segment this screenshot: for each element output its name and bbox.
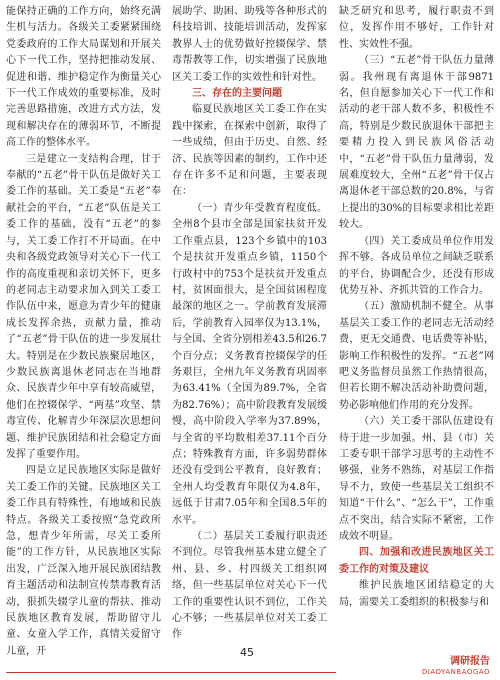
paragraph: 临夏民族地区关工委工作在实践中探索，在探索中创新，取得了一些成绩，但由于历史、自然、经济、民族等因素的制约，工作中还存在许多不足和问题，主要表现在： — [172, 104, 327, 198]
section-heading-text: 四、加强和改进民族地区关工委工作的对策及建议 — [339, 547, 494, 575]
magazine-brand — [422, 656, 490, 677]
paragraph: 缺乏研究和思考，履行职责不到位，发挥作用不够好，工作针对性、实效性不强。 — [339, 6, 494, 50]
page-number: 45 — [240, 646, 254, 659]
footer-rule — [6, 672, 336, 673]
paragraph: 四是立足民族地区实际是做好关工委工作的关键。民族地区关工委工作具有特殊性，有地域和民族特点。各级关工委按照“急党政所急，想青少年所需，尽关工委所能”的工作方针，从民族地区实际出发，广泛深入地开展民族团结教育主题活动和法制宣传禁毒教育活动，狠抓失辍学儿童的帮扶、推动民族地区教育发展，帮助留守儿童、女童入学工作，真情关爱留守儿童，开 — [6, 465, 161, 657]
paragraph: 能保持正确的工作方向，始终充满生机与活力。各级关工委紧紧围绕党委政府的工作大局谋划和开展关心下一代工作，坚持把推动发展、促进和谐、维护稳定作为衡量关心下一代工作成效的重要标准，及时完善思路措施，改进方式方法，发现和解决存在的薄弱环节，不断提高工作的整体水平。 — [6, 6, 161, 149]
paragraph: 维护民族地区团结稳定的大局，需要关工委组织的积极参与和 — [339, 580, 494, 608]
paragraph: 展助学、助困、助残等各种形式的科技培训、技能培训活动，发挥家教界人士的优势做好控辍保学、禁毒帮教等工作，切实增强了民族地区关工委工作的实效性和针对性。 — [172, 6, 327, 83]
text-column-1 — [6, 4, 161, 657]
paragraph: （四）关工委成员单位作用发挥不够。各成员单位之间缺乏联系的平台，协调配合少，还没有形成优势互补、齐抓共管的工作合力。 — [339, 235, 494, 296]
brand-subtitle: DIAOYANBAOGAO — [421, 668, 490, 676]
brand-title: 调研报告 — [450, 656, 490, 667]
paragraph: （六）关工委干部队伍建设有待于进一步加强。州、县（市）关工委专职干部学习思考的主动性不够强，业务不熟练，对基层工作指导不力，致使一些基层关工组织不知道“干什么”、“怎么干”，工作重点不突出，结合实际不紧密，工作成效不明显。 — [339, 416, 494, 542]
section-heading-3 — [172, 86, 327, 102]
paragraph: 三是建立一支结构合理，甘于奉献的“五老”骨干队伍是做好关工委工作的基础。关工委是“五老”奉献社会的平台，“五老”队伍是关工委工作的基础，没有“五老”的参与，关工委工作打不开局面。在中央和各级党政领导对关心下一代工作的高度重视和亲切关怀下，更多的老同志主动要求加入到关工委工作队伍中来，愿意为青少年的健康成长发挥余热，贡献力量，推动了“五老”骨干队伍的进一步发展壮大。特别是在少数民族聚居地区，少数民族离退休老同志在当地群众、民族青少年中享有较高威望，他们在控辍保学、“两基”攻坚、禁毒宣传、化解青少年深层次思想问题、维护民族团结和社会稳定方面发挥了重要作用。 — [6, 153, 161, 460]
section-heading-4 — [339, 545, 494, 578]
text-column-2 — [172, 4, 327, 641]
paragraph: （一）青少年受教育程度低。全州8个县市全部是国家扶贫开发工作重点县，123个乡镇中的103个是扶贫开发重点乡镇，1150个行政村中的753个是扶贫开发重点村，贫困面很大，是全国贫困程度最深的地区之一。学前教育发展滞后，学前教育入园率仅为13.1%，与全国、全省分别相差43.5和26.7个百分点；义务教育控辍保学的任务艰巨，全州九年义务教育巩固率为63.41%（全国为89.7%，全省为82.76%）；高中阶段教育发展缓慢，高中阶段入学率为37.89%，与全省的平均数相差37.11个百分点；特殊教育方面，许多弱势群体还没有受到公平教育，良好教育；全州人均受教育年限仅为4.8年，远低于甘肃7.05年和全国8.5年的水平。 — [172, 202, 327, 526]
paragraph: （五）激励机制不健全。从事基层关工委工作的老同志无活动经费，更无交通费、电话费等补贴，影响工作积极性的发挥。“五老”网吧义务监督员虽然工作热情很高，但若长期不解决活动补助费问题，势必影响他们作用的充分发挥。 — [339, 301, 494, 411]
page-footer — [0, 644, 500, 680]
paragraph: （三）“五老”骨干队伍力量薄弱。我州现有离退休干部9871名，但自愿参加关心下一代工作和活动的老干部人数不多，积极性不高，特别是少数民族退休干部把主要精力投入到民族风俗活动中，“五老”骨干队伍力量薄弱，发展难度较大，全州“五老”骨干仅占离退休老干部总数的20.8%，与省上提出的30%的目标要求相比差距较大。 — [339, 55, 494, 231]
section-heading-text: 三、存在的主要问题 — [192, 88, 282, 100]
text-column-3 — [339, 4, 494, 634]
paragraph: （二）基层关工委履行职责还不到位。尽管我州基本建立健全了州、县、乡、村四级关工组织网络，但一些基层单位对关心下一代工作的重要性认识不到位，工作关心不够；一些基层单位对关工委工作 — [172, 531, 327, 641]
